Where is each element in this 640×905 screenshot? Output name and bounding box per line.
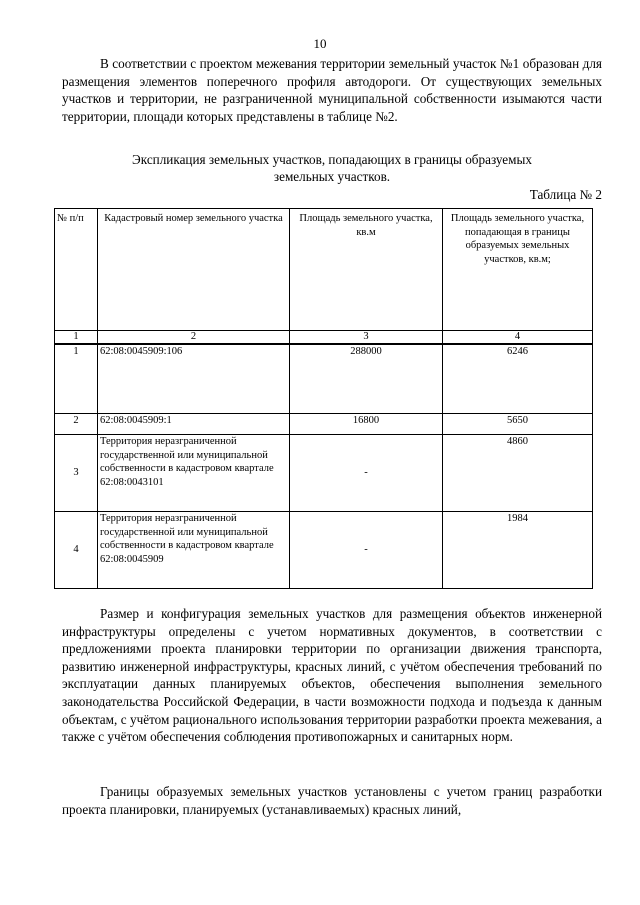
column-number-row — [55, 331, 593, 345]
table-header-row — [55, 209, 593, 331]
column-number: 2 — [98, 331, 290, 345]
row-number: 1 — [55, 344, 98, 414]
parcel-area: 288000 — [290, 344, 443, 414]
boundaries-paragraph: Границы образуемых земельных участков установлены с учетом границ разработки проекта планировки, планируемых (устанавливаемых) красных линий, — [62, 784, 602, 817]
area-in-bounds: 1984 — [443, 512, 593, 589]
row-number: 4 — [55, 512, 98, 589]
cadastral-number: 62:08:0045909:1 — [98, 414, 290, 435]
header-number: № п/п — [55, 209, 98, 331]
table-label: Таблица № 2 — [529, 187, 602, 202]
parcel-area: 16800 — [290, 414, 443, 435]
parcel-area: - — [290, 435, 443, 512]
cadastral-number: 62:08:0045909:106 — [98, 344, 290, 414]
header-area-in-bounds: Площадь земельного участка, попадающая в границы образуемых земельных участков, кв.м; — [443, 209, 593, 331]
table-caption-line-2: земельных участков. — [273, 169, 391, 184]
header-cadastral: Кадастровый номер земельного участка — [98, 209, 290, 331]
table-caption — [62, 151, 602, 185]
column-number: 4 — [443, 331, 593, 345]
area-in-bounds: 6246 — [443, 344, 593, 414]
cadastral-number: Территория неразграниченной государственной или муниципальной собственности в кадастровом квартале 62:08:0045909 — [98, 512, 290, 589]
table-row — [55, 512, 593, 589]
parcel-area: - — [290, 512, 443, 589]
table-row — [55, 414, 593, 435]
table-row — [55, 344, 593, 414]
infrastructure-paragraph: Размер и конфигурация земельных участков для размещения объектов инженерной инфраструктуры определены с учетом нормативных документов, в соответствии с предложениями проекта планировки территории по организации движения транспорта, развитию инженерной инфраструктуры, красных линий, с учётом обеспечения требований по эксплуатации данных планируемых объектов, обеспечения выполнения земельного законодательства Российской Федерации, в части возможности подхода и подъезда к данным объектам, с учётом рационального использования территории разработки проекта межевания, а также с учётом обеспечения соблюдения противопожарных и санитарных норм. — [62, 606, 602, 745]
explication-table — [54, 208, 593, 589]
column-number: 1 — [55, 331, 98, 345]
table-row — [55, 435, 593, 512]
page-number: 10 — [313, 36, 327, 51]
row-number: 3 — [55, 435, 98, 512]
row-number: 2 — [55, 414, 98, 435]
area-in-bounds: 4860 — [443, 435, 593, 512]
header-area: Площадь земельного участка, кв.м — [290, 209, 443, 331]
cadastral-number: Территория неразграниченной государственной или муниципальной собственности в кадастровом квартале 62:08:0043101 — [98, 435, 290, 512]
intro-paragraph: В соответствии с проектом межевания территории земельный участок №1 образован для размещения элементов поперечного профиля автодороги. От существующих земельных участков и территории, не разграниченной муниципальной собственности изымаются части территории, площади которых представлены в таблице №2. — [62, 56, 602, 124]
column-number: 3 — [290, 331, 443, 345]
area-in-bounds: 5650 — [443, 414, 593, 435]
table-caption-line-1: Экспликация земельных участков, попадающих в границы образуемых — [132, 152, 532, 167]
